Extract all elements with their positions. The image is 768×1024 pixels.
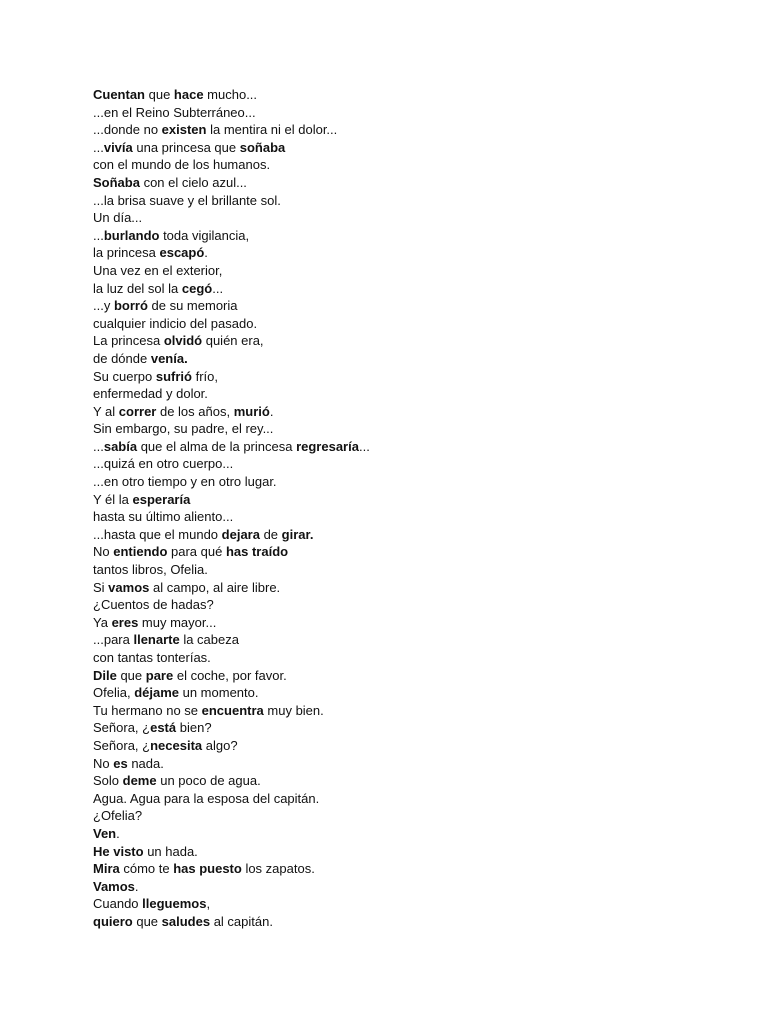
text-line — [93, 860, 713, 878]
text-segment: quién era, — [202, 333, 264, 349]
bold-word: regresaría — [296, 438, 359, 454]
bold-word: Vamos — [93, 878, 135, 894]
text-line — [93, 825, 713, 843]
bold-word: burlando — [103, 227, 160, 243]
bold-word: has puesto — [173, 861, 242, 877]
text-line — [93, 596, 713, 614]
bold-word: cegó — [181, 280, 213, 296]
text-line — [93, 156, 713, 174]
bold-word: hace — [173, 87, 204, 102]
text-line — [93, 684, 713, 702]
text-line — [93, 104, 713, 122]
text-segment: ...la brisa suave y el brillante sol. — [93, 192, 281, 208]
text-segment: Ya — [93, 614, 112, 630]
text-segment: un momento. — [179, 685, 259, 701]
bold-word: Ven — [93, 825, 117, 841]
text-segment: Agua. Agua para la esposa del capitán. — [93, 790, 320, 806]
text-segment: cualquier indicio del pasado. — [93, 315, 258, 331]
text-line — [93, 913, 713, 931]
bold-word: esperaría — [132, 491, 191, 507]
text-line — [93, 772, 713, 790]
text-segment: , — [206, 896, 211, 912]
text-segment: Solo — [93, 773, 123, 789]
text-segment: . — [116, 825, 120, 841]
text-line — [93, 895, 713, 913]
text-line — [93, 280, 713, 298]
text-segment: muy bien. — [263, 702, 324, 718]
text-segment: con tantas tonterías. — [93, 650, 211, 665]
bold-word: pare — [145, 667, 174, 683]
text-segment: Y al — [93, 403, 119, 419]
text-segment: ... — [93, 438, 104, 454]
text-line — [93, 262, 713, 280]
text-segment: de los años, — [156, 403, 234, 419]
text-segment: de — [259, 526, 282, 542]
text-segment: . — [204, 245, 208, 261]
text-line — [93, 174, 713, 192]
bold-word: entiendo — [113, 544, 168, 560]
text-segment: que — [145, 87, 174, 102]
text-line — [93, 667, 713, 685]
text-segment: Sin embargo, su padre, el rey... — [93, 421, 274, 437]
text-segment: la princesa — [93, 245, 160, 261]
bold-word: vamos — [108, 579, 150, 595]
text-line — [93, 368, 713, 386]
text-segment: Cuando — [93, 896, 143, 912]
text-line — [93, 332, 713, 350]
text-segment: una princesa que — [132, 139, 240, 155]
text-segment: un hada. — [143, 843, 198, 859]
text-line — [93, 139, 713, 157]
text-line — [93, 719, 713, 737]
text-line — [93, 807, 713, 825]
text-line — [93, 790, 713, 808]
text-segment: la mentira ni el dolor... — [206, 122, 338, 138]
text-segment: que — [132, 913, 162, 929]
text-line — [93, 614, 713, 632]
bold-word: murió — [233, 403, 270, 419]
text-line — [93, 420, 713, 438]
bold-word: Mira — [93, 861, 120, 877]
text-segment: al campo, al aire libre. — [149, 579, 281, 595]
text-segment: ... — [212, 280, 224, 296]
text-segment: toda vigilancia, — [159, 227, 250, 243]
text-line — [93, 755, 713, 773]
text-segment: el coche, por favor. — [173, 667, 287, 683]
text-segment: mucho... — [203, 87, 258, 102]
bold-word: escapó — [159, 245, 205, 261]
bold-word: déjame — [134, 685, 179, 701]
text-segment: la cabeza — [179, 632, 239, 648]
text-segment: muy mayor... — [138, 614, 217, 630]
text-segment: un poco de agua. — [156, 773, 261, 789]
text-segment: Su cuerpo — [93, 368, 156, 384]
text-segment: bien? — [176, 720, 212, 736]
bold-word: necesita — [150, 737, 203, 753]
text-segment: ...en el Reino Subterráneo... — [93, 104, 256, 120]
text-segment: ... — [358, 438, 370, 454]
text-segment: No — [93, 544, 114, 560]
text-segment: ¿Ofelia? — [93, 808, 143, 824]
text-line — [93, 702, 713, 720]
text-segment: ¿Cuentos de hadas? — [93, 597, 214, 613]
text-segment: ...en otro tiempo y en otro lugar. — [93, 474, 277, 490]
bold-word: sabía — [103, 438, 138, 454]
text-line — [93, 438, 713, 456]
text-segment: La princesa — [93, 333, 164, 349]
text-segment: . — [134, 878, 139, 894]
text-line — [93, 508, 713, 526]
text-line — [93, 315, 713, 333]
bold-word: dejara — [221, 526, 260, 542]
text-line — [93, 403, 713, 421]
text-segment: No — [93, 755, 114, 771]
bold-word: Soñaba — [93, 174, 140, 190]
bold-word: encuentra — [201, 702, 264, 718]
text-segment: Un día... — [93, 210, 143, 226]
bold-word: borró — [113, 298, 148, 314]
text-segment: ... — [93, 227, 104, 243]
text-line — [93, 631, 713, 649]
text-segment: para qué — [167, 544, 226, 560]
text-segment: enfermedad y dolor. — [93, 386, 208, 402]
text-line — [93, 473, 713, 491]
bold-word: saludes — [161, 913, 211, 929]
bold-word: has traído — [225, 544, 289, 560]
bold-word: girar. — [281, 526, 314, 542]
text-segment: al capitán. — [210, 913, 273, 929]
text-segment: con el cielo azul... — [139, 174, 247, 190]
text-line — [93, 579, 713, 597]
bold-word: Dile — [93, 667, 117, 683]
bold-word: lleguemos — [142, 896, 207, 912]
text-segment: ... — [93, 139, 104, 155]
text-segment: que — [116, 667, 146, 683]
text-segment: Ofelia, — [93, 685, 135, 701]
text-segment: la luz del sol la — [93, 280, 182, 296]
text-line — [93, 385, 713, 403]
text-segment: de su memoria — [147, 298, 238, 314]
bold-word: soñaba — [239, 139, 286, 155]
text-segment: nada. — [127, 755, 164, 771]
text-segment: los zapatos. — [241, 861, 315, 877]
text-segment: que el alma de la princesa — [137, 438, 297, 454]
text-segment: algo? — [202, 737, 238, 753]
bold-word: vivía — [103, 139, 133, 155]
text-segment: hasta su último aliento... — [93, 509, 234, 525]
text-line — [93, 737, 713, 755]
text-segment: ...y — [93, 298, 114, 314]
text-segment: con el mundo de los humanos. — [93, 157, 271, 173]
text-segment: ...para — [93, 632, 134, 648]
text-segment: de dónde — [93, 350, 151, 366]
text-segment: Una vez en el exterior, — [93, 262, 223, 278]
text-segment: frío, — [192, 368, 219, 384]
text-segment: Si — [93, 579, 109, 595]
bold-word: He visto — [93, 843, 144, 859]
text-segment: ...donde no — [93, 122, 162, 138]
bold-word: existen — [161, 122, 207, 138]
text-segment: Señora, ¿ — [93, 737, 151, 753]
bold-word: es — [113, 755, 128, 771]
text-line — [93, 192, 713, 210]
bold-word: deme — [122, 773, 157, 789]
bold-word: llenarte — [133, 632, 180, 648]
text-segment: Señora, ¿ — [93, 720, 151, 736]
bold-word: olvidó — [163, 333, 203, 349]
text-line — [93, 297, 713, 315]
bold-word: está — [150, 720, 177, 736]
text-segment: Tu hermano no se — [93, 702, 202, 718]
text-line — [93, 526, 713, 544]
text-line — [93, 561, 713, 579]
bold-word: quiero — [93, 913, 133, 929]
script-text-block — [93, 86, 713, 931]
text-line — [93, 227, 713, 245]
text-segment: ...quizá en otro cuerpo... — [93, 456, 234, 472]
text-line — [93, 209, 713, 227]
text-segment: ...hasta que el mundo — [93, 526, 222, 542]
bold-word: sufrió — [155, 368, 192, 384]
text-line — [93, 455, 713, 473]
text-segment: cómo te — [119, 861, 174, 877]
text-line — [93, 843, 713, 861]
bold-word: eres — [111, 614, 139, 630]
text-line — [93, 878, 713, 896]
text-line — [93, 121, 713, 139]
text-line — [93, 350, 713, 368]
text-line — [93, 244, 713, 262]
bold-word: venía. — [150, 350, 188, 366]
text-line — [93, 86, 713, 104]
text-segment: Y él la — [93, 491, 133, 507]
text-segment: . — [269, 403, 274, 419]
text-segment: tantos libros, Ofelia. — [93, 562, 208, 578]
bold-word: Cuentan — [93, 87, 145, 102]
bold-word: correr — [118, 403, 157, 419]
text-line — [93, 649, 713, 667]
text-line — [93, 543, 713, 561]
text-line — [93, 491, 713, 509]
